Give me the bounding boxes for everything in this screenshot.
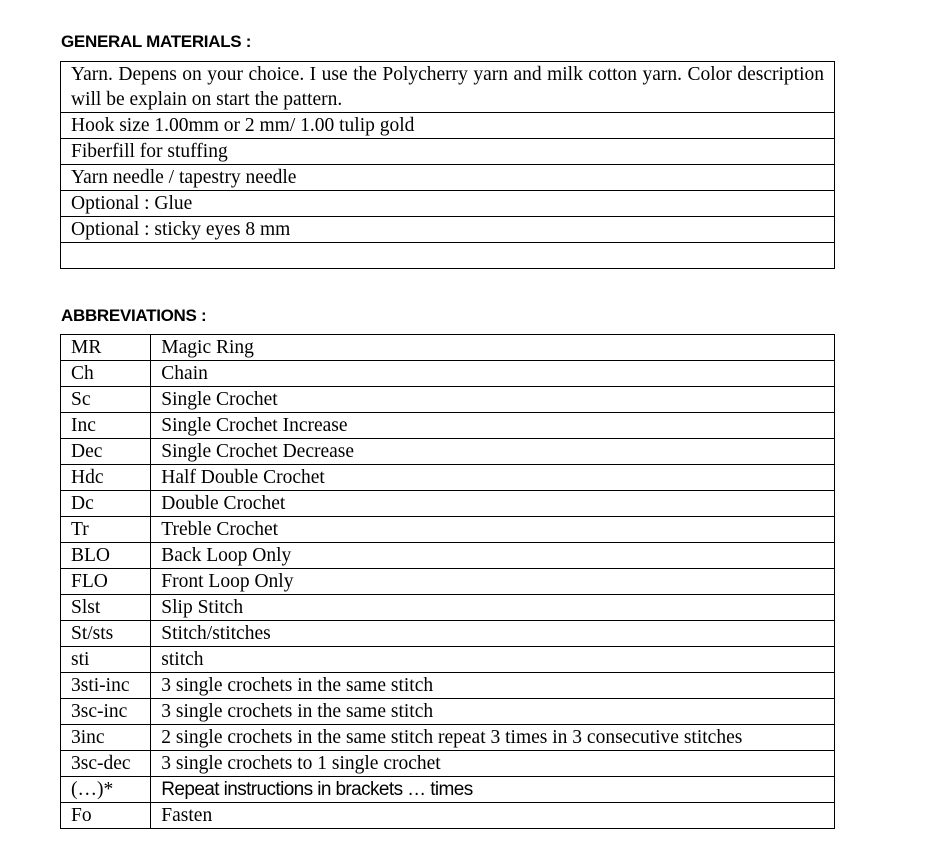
abbreviation-meaning: Single Crochet Increase <box>151 413 835 439</box>
abbreviation-meaning: Front Loop Only <box>151 569 835 595</box>
abbreviation-meaning: Treble Crochet <box>151 517 835 543</box>
materials-row <box>61 217 835 243</box>
abbreviation-code: 3sc-inc <box>61 699 151 725</box>
abbreviation-meaning: Repeat instructions in brackets … times <box>151 777 835 803</box>
abbreviation-row <box>61 803 835 829</box>
abbreviation-code: MR <box>61 335 151 361</box>
abbreviation-row <box>61 335 835 361</box>
abbreviation-meaning: 3 single crochets in the same stitch <box>151 699 835 725</box>
abbreviation-row <box>61 725 835 751</box>
abbreviation-row <box>61 491 835 517</box>
abbreviation-meaning: Half Double Crochet <box>151 465 835 491</box>
abbreviation-code: 3inc <box>61 725 151 751</box>
abbreviation-row <box>61 751 835 777</box>
abbreviation-row <box>61 543 835 569</box>
materials-cell: Optional : sticky eyes 8 mm <box>61 217 835 243</box>
abbreviation-code: Tr <box>61 517 151 543</box>
abbreviation-code: Dc <box>61 491 151 517</box>
abbreviation-code: BLO <box>61 543 151 569</box>
abbreviation-code: Slst <box>61 595 151 621</box>
abbreviation-code: St/sts <box>61 621 151 647</box>
abbreviation-meaning: 3 single crochets in the same stitch <box>151 673 835 699</box>
abbreviation-row <box>61 621 835 647</box>
abbreviation-row <box>61 413 835 439</box>
abbreviation-meaning: Magic Ring <box>151 335 835 361</box>
materials-row <box>61 62 835 113</box>
abbreviation-row <box>61 647 835 673</box>
abbreviation-meaning: Single Crochet Decrease <box>151 439 835 465</box>
abbreviation-row <box>61 777 835 803</box>
abbreviation-meaning: 2 single crochets in the same stitch repeat 3 times in 3 consecutive stitches <box>151 725 835 751</box>
abbreviation-meaning: 3 single crochets to 1 single crochet <box>151 751 835 777</box>
materials-row <box>61 139 835 165</box>
materials-cell: Yarn needle / tapestry needle <box>61 165 835 191</box>
abbreviation-meaning: Fasten <box>151 803 835 829</box>
abbreviation-row <box>61 595 835 621</box>
abbreviations-heading: ABBREVIATIONS : <box>61 306 207 325</box>
materials-cell: Fiberfill for stuffing <box>61 139 835 165</box>
abbreviation-code: 3sc-dec <box>61 751 151 777</box>
abbreviation-meaning: Slip Stitch <box>151 595 835 621</box>
materials-cell-empty <box>61 243 835 269</box>
general-materials-heading: GENERAL MATERIALS : <box>61 32 252 51</box>
abbreviation-code: Dec <box>61 439 151 465</box>
abbreviation-meaning: Stitch/stitches <box>151 621 835 647</box>
abbreviation-meaning: stitch <box>151 647 835 673</box>
abbreviation-meaning: Single Crochet <box>151 387 835 413</box>
materials-row <box>61 165 835 191</box>
materials-cell: Optional : Glue <box>61 191 835 217</box>
abbreviation-row <box>61 673 835 699</box>
materials-cell: Yarn. Depens on your choice. I use the Polycherry yarn and milk cotton yarn. Color description will be explain on start the pattern. <box>61 62 835 113</box>
abbreviation-row <box>61 517 835 543</box>
abbreviation-row <box>61 569 835 595</box>
materials-row <box>61 191 835 217</box>
abbreviation-row <box>61 361 835 387</box>
abbreviation-code: Hdc <box>61 465 151 491</box>
abbreviation-code: sti <box>61 647 151 673</box>
abbreviation-meaning: Back Loop Only <box>151 543 835 569</box>
abbreviation-code: Fo <box>61 803 151 829</box>
abbreviation-meaning: Double Crochet <box>151 491 835 517</box>
abbreviation-code: (…)* <box>61 777 151 803</box>
abbreviation-row <box>61 387 835 413</box>
abbreviation-code: Inc <box>61 413 151 439</box>
abbreviations-table <box>60 334 835 829</box>
abbreviation-code: Ch <box>61 361 151 387</box>
general-materials-table <box>60 61 835 269</box>
abbreviation-row <box>61 699 835 725</box>
abbreviation-row <box>61 439 835 465</box>
abbreviation-row <box>61 465 835 491</box>
materials-row <box>61 113 835 139</box>
abbreviation-code: Sc <box>61 387 151 413</box>
abbreviation-code: 3sti-inc <box>61 673 151 699</box>
materials-row-empty <box>61 243 835 269</box>
materials-cell: Hook size 1.00mm or 2 mm/ 1.00 tulip gold <box>61 113 835 139</box>
abbreviation-meaning: Chain <box>151 361 835 387</box>
abbreviation-code: FLO <box>61 569 151 595</box>
